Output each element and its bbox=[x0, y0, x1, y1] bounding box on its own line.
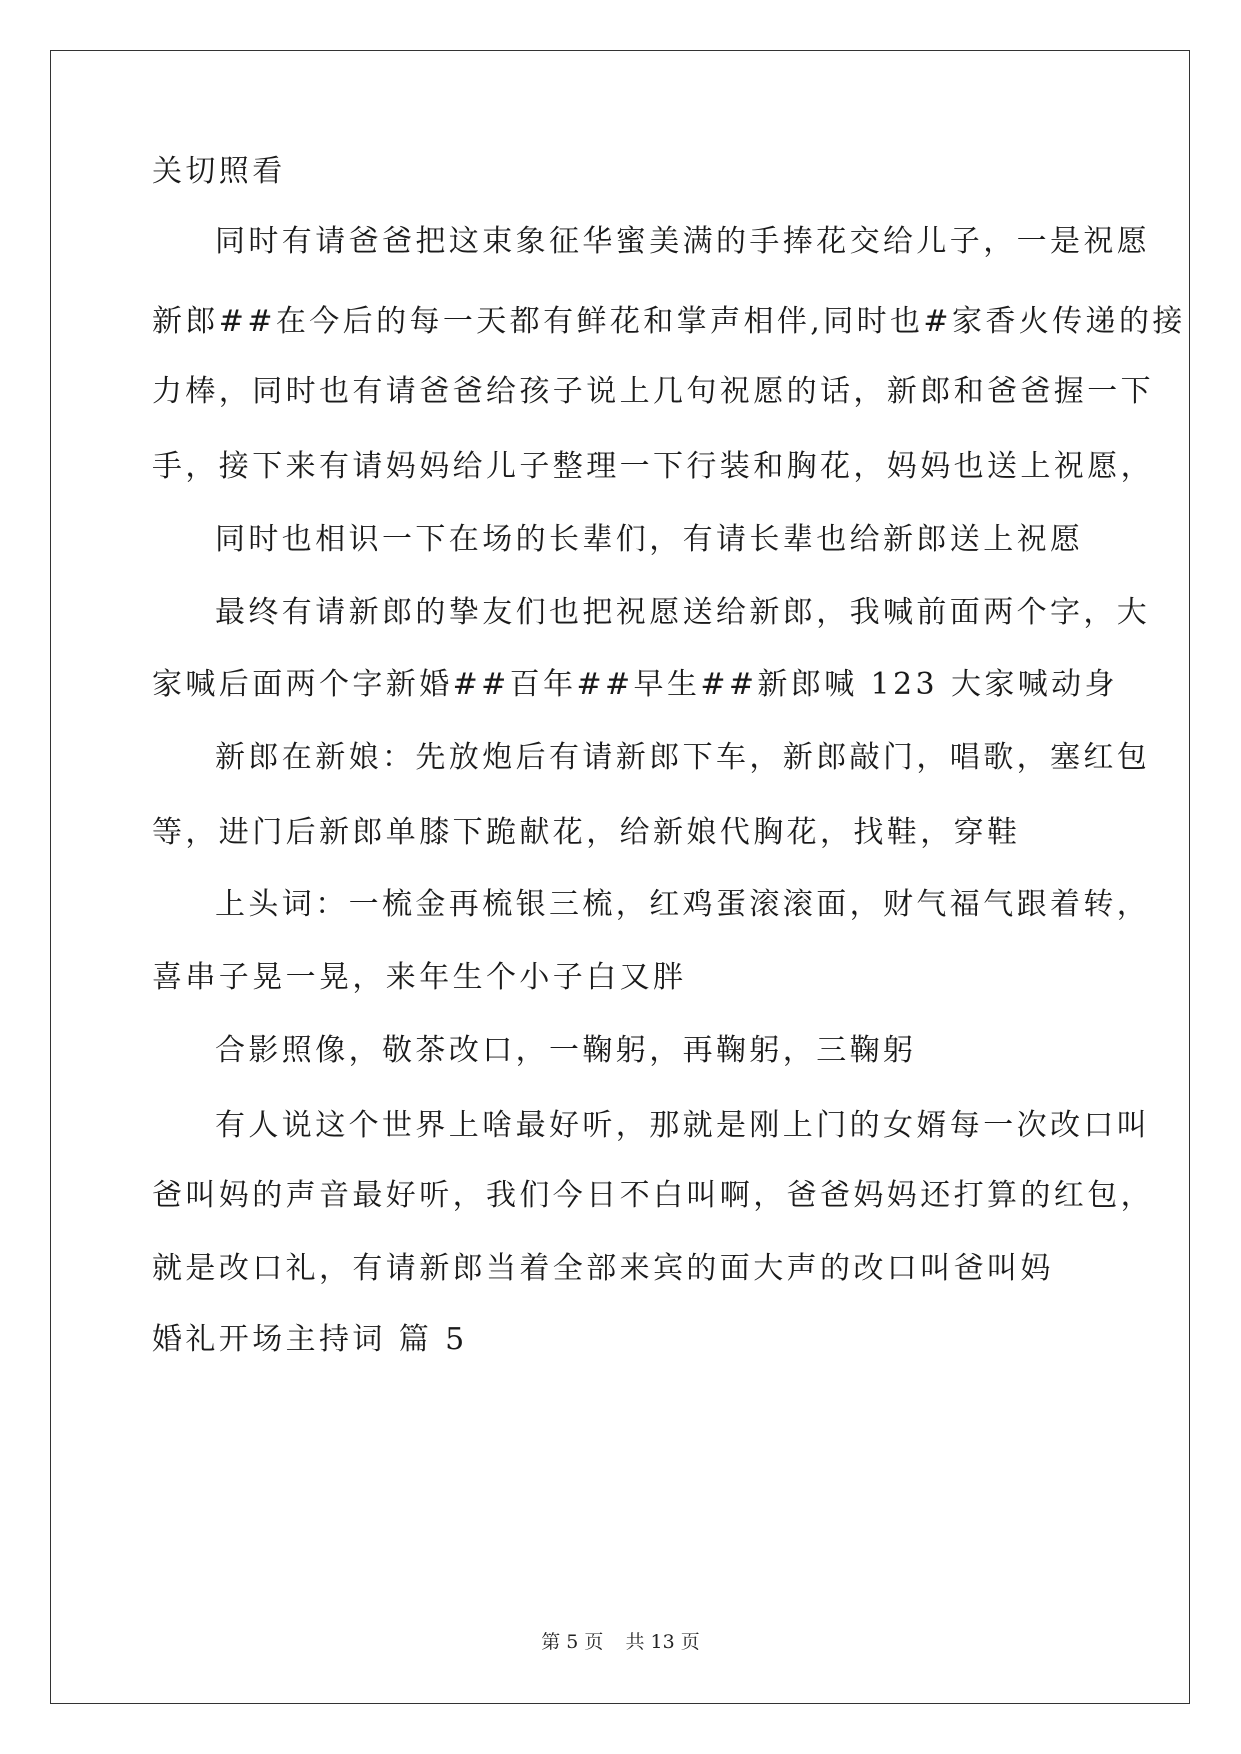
page-total: 共 13 页 bbox=[625, 1631, 700, 1653]
paragraph-start-line: 同时也相识一下在场的长辈们，有请长辈也给新郎送上祝愿 bbox=[215, 522, 1084, 557]
text-line: 新郎##在今后的每一天都有鲜花和掌声相伴,同时也#家香火传递的接 bbox=[152, 304, 1186, 339]
paragraph-start-line: 新郎在新娘：先放炮后有请新郎下车，新郎敲门，唱歌，塞红包 bbox=[215, 740, 1151, 775]
text-line: 手，接下来有请妈妈给儿子整理一下行装和胸花，妈妈也送上祝愿， bbox=[152, 449, 1154, 484]
text-line: 家喊后面两个字新婚##百年##早生##新郎喊 123 大家喊动身 bbox=[152, 667, 1118, 702]
text-line: 力棒，同时也有请爸爸给孩子说上几句祝愿的话，新郎和爸爸握一下 bbox=[152, 374, 1154, 409]
page-footer bbox=[0, 1630, 1241, 1654]
section-heading: 婚礼开场主持词 篇 5 bbox=[152, 1322, 468, 1357]
paragraph-start-line: 同时有请爸爸把这束象征华蜜美满的手捧花交给儿子，一是祝愿 bbox=[215, 224, 1151, 259]
paragraph-start-line: 最终有请新郎的挚友们也把祝愿送给新郎，我喊前面两个字，大 bbox=[215, 595, 1151, 630]
page-border bbox=[50, 50, 1190, 1704]
text-line: 喜串子晃一晃，来年生个小子白又胖 bbox=[152, 960, 687, 995]
text-line: 关切照看 bbox=[152, 154, 286, 189]
paragraph-start-line: 上头词：一梳金再梳银三梳，红鸡蛋滚滚面，财气福气跟着转， bbox=[215, 887, 1151, 922]
text-line: 就是改口礼，有请新郎当着全部来宾的面大声的改口叫爸叫妈 bbox=[152, 1251, 1054, 1286]
paragraph-start-line: 有人说这个世界上啥最好听，那就是刚上门的女婿每一次改口叫 bbox=[215, 1108, 1151, 1143]
page-number: 第 5 页 bbox=[541, 1631, 604, 1653]
text-line: 等，进门后新郎单膝下跪献花，给新娘代胸花，找鞋，穿鞋 bbox=[152, 815, 1021, 850]
paragraph-start-line: 合影照像，敬茶改口，一鞠躬，再鞠躬，三鞠躬 bbox=[215, 1033, 917, 1068]
text-line: 爸叫妈的声音最好听，我们今日不白叫啊，爸爸妈妈还打算的红包， bbox=[152, 1178, 1154, 1213]
